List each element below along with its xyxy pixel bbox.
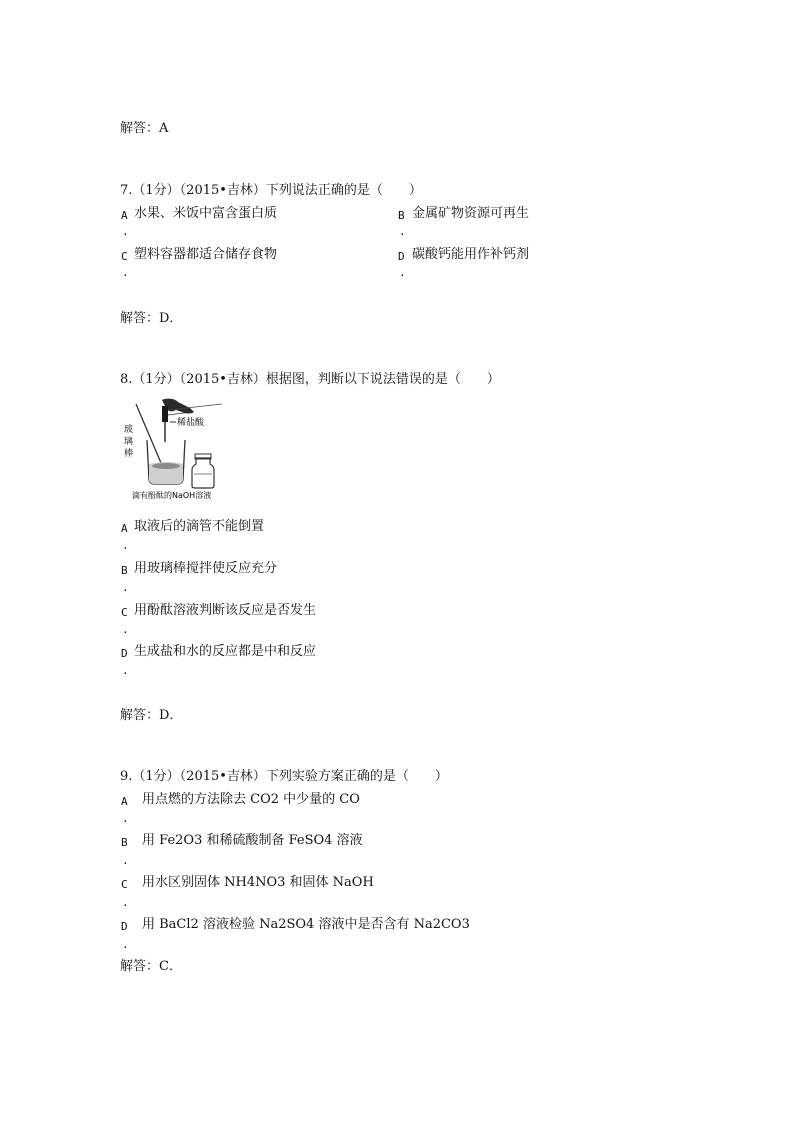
q8-option-c-text: 用酚酞溶液判断该反应是否发生	[134, 603, 317, 618]
label-glass-rod-3: 棒	[124, 449, 134, 459]
q9-option-b-dot: .	[122, 854, 129, 867]
q8-option-b-letter: B	[121, 564, 128, 577]
q8-option-b-dot: .	[122, 581, 129, 594]
question-7-stem: 7.（1分）（2015•吉林）下列说法正确的是（ ）	[120, 183, 422, 198]
answer-q7: 解答：D．	[120, 311, 183, 326]
label-dilute-hcl: 稀盐酸	[177, 418, 205, 428]
q9-option-c-letter: C	[121, 878, 128, 891]
label-naoh-solution: 滴有酚酞的NaOH溶液	[132, 491, 212, 500]
q7-option-c-dot: .	[122, 266, 129, 279]
q7-option-b-letter: B	[398, 209, 405, 222]
q7-option-d-dot: .	[399, 266, 406, 279]
q9-option-c-text: 用水区别固体 NH4NO3 和固体 NaOH	[142, 875, 374, 890]
q8-option-a-dot: .	[122, 539, 129, 552]
q9-option-a-text: 用点燃的方法除去 CO2 中少量的 CO	[142, 792, 360, 807]
q7-option-a-text: 水果、米饭中富含蛋白质	[134, 206, 278, 221]
q9-option-a-dot: .	[122, 812, 129, 825]
q8-option-b-text: 用玻璃棒搅拌使反应充分	[134, 561, 278, 576]
question-8-stem: 8.（1分）（2015•吉林）根据图，判断以下说法错误的是（ ）	[120, 372, 500, 387]
answer-q6: 解答：A	[120, 121, 169, 136]
q7-option-a-dot: .	[122, 225, 129, 238]
answer-q8: 解答：D．	[120, 708, 183, 723]
q8-option-c-letter: C	[121, 606, 128, 619]
q9-option-d-text: 用 BaCl2 溶液检验 Na2SO4 溶液中是否含有 Na2CO3	[142, 917, 470, 932]
q9-option-d-dot: .	[122, 938, 129, 951]
q9-option-b-text: 用 Fe2O3 和稀硫酸制备 FeSO4 溶液	[142, 833, 363, 848]
q9-option-d-letter: D	[121, 920, 128, 933]
question-9-stem: 9.（1分）（2015•吉林）下列实验方案正确的是（ ）	[120, 769, 448, 784]
q9-option-c-dot: .	[122, 896, 129, 909]
q7-option-b-text: 金属矿物资源可再生	[412, 206, 530, 221]
q8-option-c-dot: .	[122, 623, 129, 636]
q7-option-c-letter: C	[121, 250, 128, 263]
q9-option-a-letter: A	[121, 795, 128, 808]
q7-option-d-text: 碳酸钙能用作补钙剂	[412, 247, 530, 262]
glass-rod-line	[136, 404, 164, 470]
q8-option-d-dot: .	[122, 664, 129, 677]
experiment-figure	[122, 398, 226, 506]
reagent-bottle	[192, 458, 214, 488]
q7-option-d-letter: D	[398, 250, 405, 263]
q7-option-a-letter: A	[121, 209, 128, 222]
q8-option-a-text: 取液后的滴管不能倒置	[134, 519, 265, 534]
q9-option-b-letter: B	[121, 836, 128, 849]
label-glass-rod-1: 玻	[124, 425, 134, 435]
q8-option-a-letter: A	[121, 522, 128, 535]
answer-q9: 解答：C．	[120, 959, 182, 974]
dropper-bulb	[162, 406, 168, 422]
q7-option-c-text: 塑料容器都适合储存食物	[134, 247, 278, 262]
label-glass-rod-2: 璃	[124, 437, 134, 447]
q8-option-d-text: 生成盐和水的反应都是中和反应	[134, 644, 317, 659]
q7-option-b-dot: .	[399, 225, 406, 238]
q8-option-d-letter: D	[121, 647, 128, 660]
